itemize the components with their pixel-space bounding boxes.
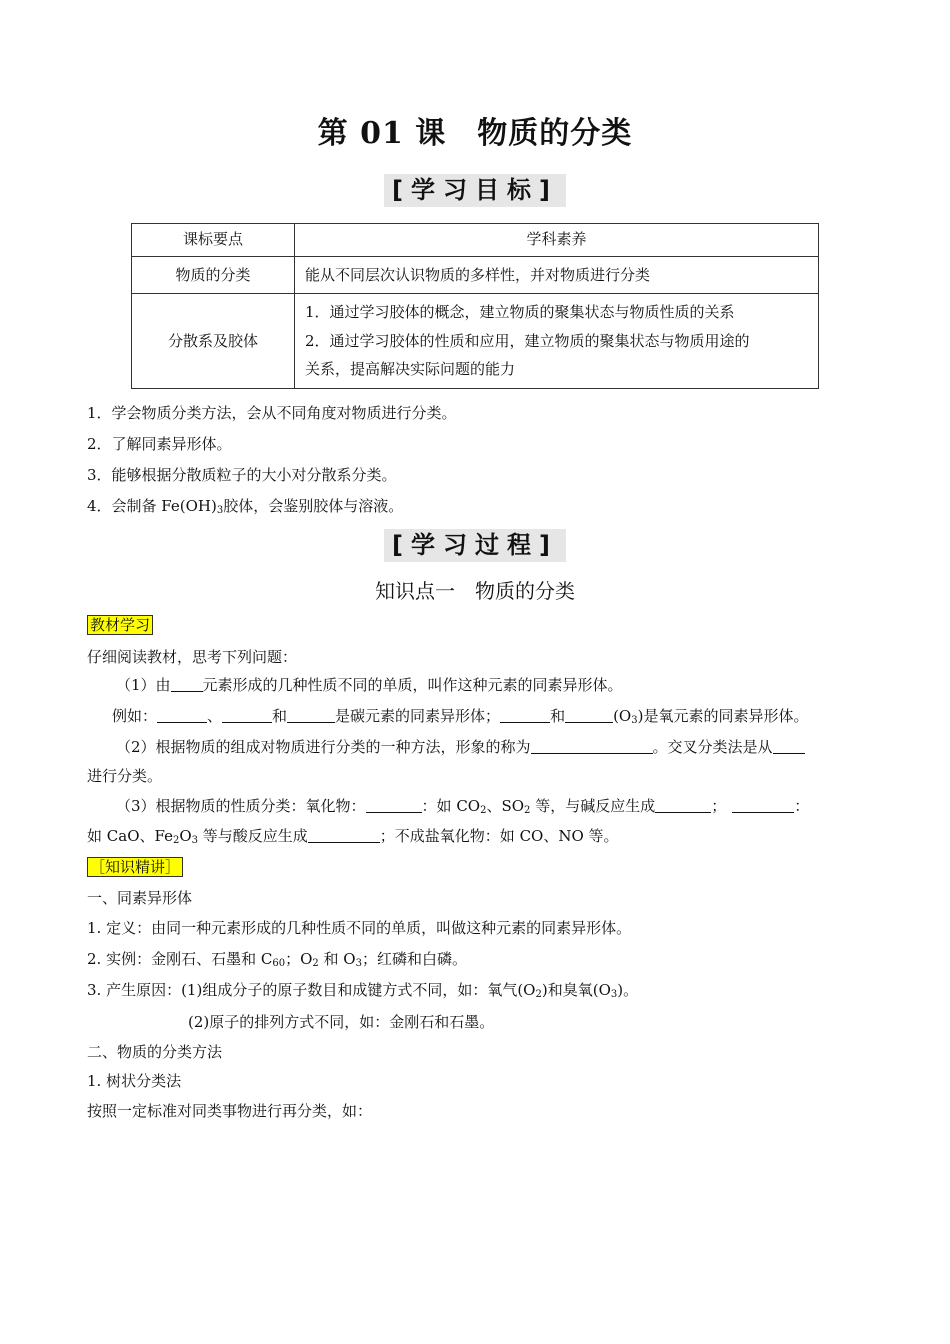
- table-cell: 能从不同层次认识物质的多样性，并对物质进行分类: [295, 256, 819, 294]
- k-text: 2. 实例：金刚石、石墨和 C: [87, 950, 273, 968]
- q-text: 是碳元素的同素异形体；: [335, 707, 501, 725]
- goal-text: 胶体，会鉴别胶体与溶液。: [223, 497, 404, 515]
- k-text: )。: [617, 981, 639, 999]
- answer-blank[interactable]: [287, 708, 335, 723]
- tree-method-title: 1. 树状分类法: [87, 1072, 182, 1090]
- question-2-cont: 进行分类。: [87, 767, 163, 785]
- answer-blank[interactable]: [222, 708, 272, 723]
- table-cell: 分散系及胶体: [132, 294, 295, 389]
- answer-blank[interactable]: [308, 828, 380, 843]
- answer-blank[interactable]: [157, 708, 207, 723]
- subscript: 3: [191, 835, 199, 846]
- subscript: 3: [631, 715, 638, 726]
- question-3: [116, 797, 809, 817]
- knowledge-tag: [87, 858, 183, 876]
- question-3-cont: [87, 827, 619, 847]
- cell-line: 1．通过学习胶体的概念，建立物质的聚集状态与物质性质的关系: [305, 303, 735, 321]
- example-line: [87, 950, 467, 970]
- knowledge-tag-label: ［知识精讲］: [87, 857, 183, 877]
- table-header-row: [132, 224, 819, 257]
- learning-goals-label: [学习目标]: [384, 174, 566, 207]
- k-text: ；O: [285, 950, 313, 968]
- q-text: )是氧元素的同素异形体。: [637, 707, 809, 725]
- subscript: 3: [355, 958, 362, 969]
- table-cell: [295, 294, 819, 389]
- table-header: 学科素养: [295, 224, 819, 257]
- q-text: (O: [613, 707, 632, 725]
- q-text: ；: [711, 797, 727, 815]
- goal-item: 1．学会物质分类方法，会从不同角度对物质进行分类。: [87, 404, 457, 422]
- page-title: 第 01 课 物质的分类: [317, 116, 633, 151]
- q-text: 、: [207, 707, 223, 725]
- question-2: [116, 738, 805, 756]
- subscript: 3: [216, 505, 224, 516]
- textbook-tag: [87, 616, 153, 634]
- goal-item: 3．能够根据分散质粒子的大小对分散系分类。: [87, 466, 397, 484]
- q-text: 。交叉分类法是从: [652, 738, 773, 756]
- subscript: 2: [172, 835, 180, 846]
- q-text: 和: [550, 707, 566, 725]
- q-text: 例如：: [112, 707, 158, 725]
- subscript: 3: [610, 989, 618, 1000]
- q-text: 、SO: [486, 797, 525, 815]
- k-text: )和臭氧(O: [541, 981, 611, 999]
- q-text: 等，与碱反应生成: [530, 797, 656, 815]
- reason-line: [87, 981, 638, 1001]
- q-text: （1）由: [116, 676, 171, 694]
- learning-process-label: [学习过程]: [384, 529, 566, 562]
- q-text: 元素形成的几种性质不同的单质，叫作这种元素的同素异形体。: [202, 676, 623, 694]
- learning-process-banner: [0, 529, 950, 562]
- k-text: ；红磷和白磷。: [361, 950, 467, 968]
- k-text: 3. 产生原因：(1)组成分子的原子数目和成键方式不同，如：氧气(O: [87, 981, 536, 999]
- heading-classification: 二、物质的分类方法: [87, 1043, 223, 1061]
- cell-line: 2．通过学习胶体的性质和应用，建立物质的聚集状态与物质用途的: [305, 331, 750, 350]
- intro-text: 仔细阅读教材，思考下列问题：: [87, 648, 298, 666]
- cell-line: 关系，提高解决实际问题的能力: [305, 360, 516, 378]
- q-text: 等与酸反应生成: [198, 827, 308, 845]
- q-text: O: [179, 827, 192, 845]
- goal-text: 4．会制备 Fe(OH): [87, 497, 217, 515]
- answer-blank[interactable]: [366, 798, 422, 813]
- textbook-tag-label: 教材学习: [87, 615, 153, 635]
- q-text: ：: [794, 797, 810, 815]
- q-text: ；不成盐氧化物：如 CO、NO 等。: [379, 827, 619, 845]
- q-text: ：如 CO: [421, 797, 481, 815]
- subscript: 2: [524, 805, 531, 816]
- answer-blank[interactable]: [171, 677, 203, 692]
- answer-blank[interactable]: [732, 798, 794, 813]
- answer-blank[interactable]: [565, 708, 613, 723]
- q-text: （3）根据物质的性质分类：氧化物：: [116, 797, 366, 815]
- goal-item: 2．了解同素异形体。: [87, 435, 232, 453]
- subscript: 60: [272, 958, 286, 969]
- answer-blank[interactable]: [773, 739, 805, 754]
- question-1: [116, 676, 623, 694]
- table-cell: 物质的分类: [132, 256, 295, 294]
- heading-allotrope: 一、同素异形体: [87, 889, 193, 907]
- example-line: [112, 707, 808, 727]
- q-text: 和: [272, 707, 288, 725]
- goal-item: [87, 497, 403, 517]
- table-row: [132, 256, 819, 294]
- reason-line-2: (2)原子的排列方式不同，如：金刚石和石墨。: [188, 1013, 495, 1031]
- subscript: 2: [312, 958, 319, 969]
- answer-blank[interactable]: [655, 798, 711, 813]
- subscript: 2: [480, 805, 487, 816]
- section-heading: 知识点一 物质的分类: [375, 579, 575, 603]
- subscript: 2: [535, 989, 542, 1000]
- tree-method-text: 按照一定标准对同类事物进行再分类，如：: [87, 1102, 373, 1120]
- definition-line: 1. 定义：由同一种元素形成的几种性质不同的单质，叫做这种元素的同素异形体。: [87, 919, 632, 937]
- k-text: 和 O: [318, 950, 356, 968]
- q-text: 如 CaO、Fe: [87, 827, 173, 845]
- table-row: [132, 294, 819, 389]
- answer-blank[interactable]: [531, 739, 653, 754]
- table-header: 课标要点: [132, 224, 295, 257]
- learning-goals-banner: [0, 174, 950, 207]
- q-text: （2）根据物质的组成对物质进行分类的一种方法，形象的称为: [116, 738, 531, 756]
- curriculum-table: [131, 223, 819, 389]
- answer-blank[interactable]: [500, 708, 550, 723]
